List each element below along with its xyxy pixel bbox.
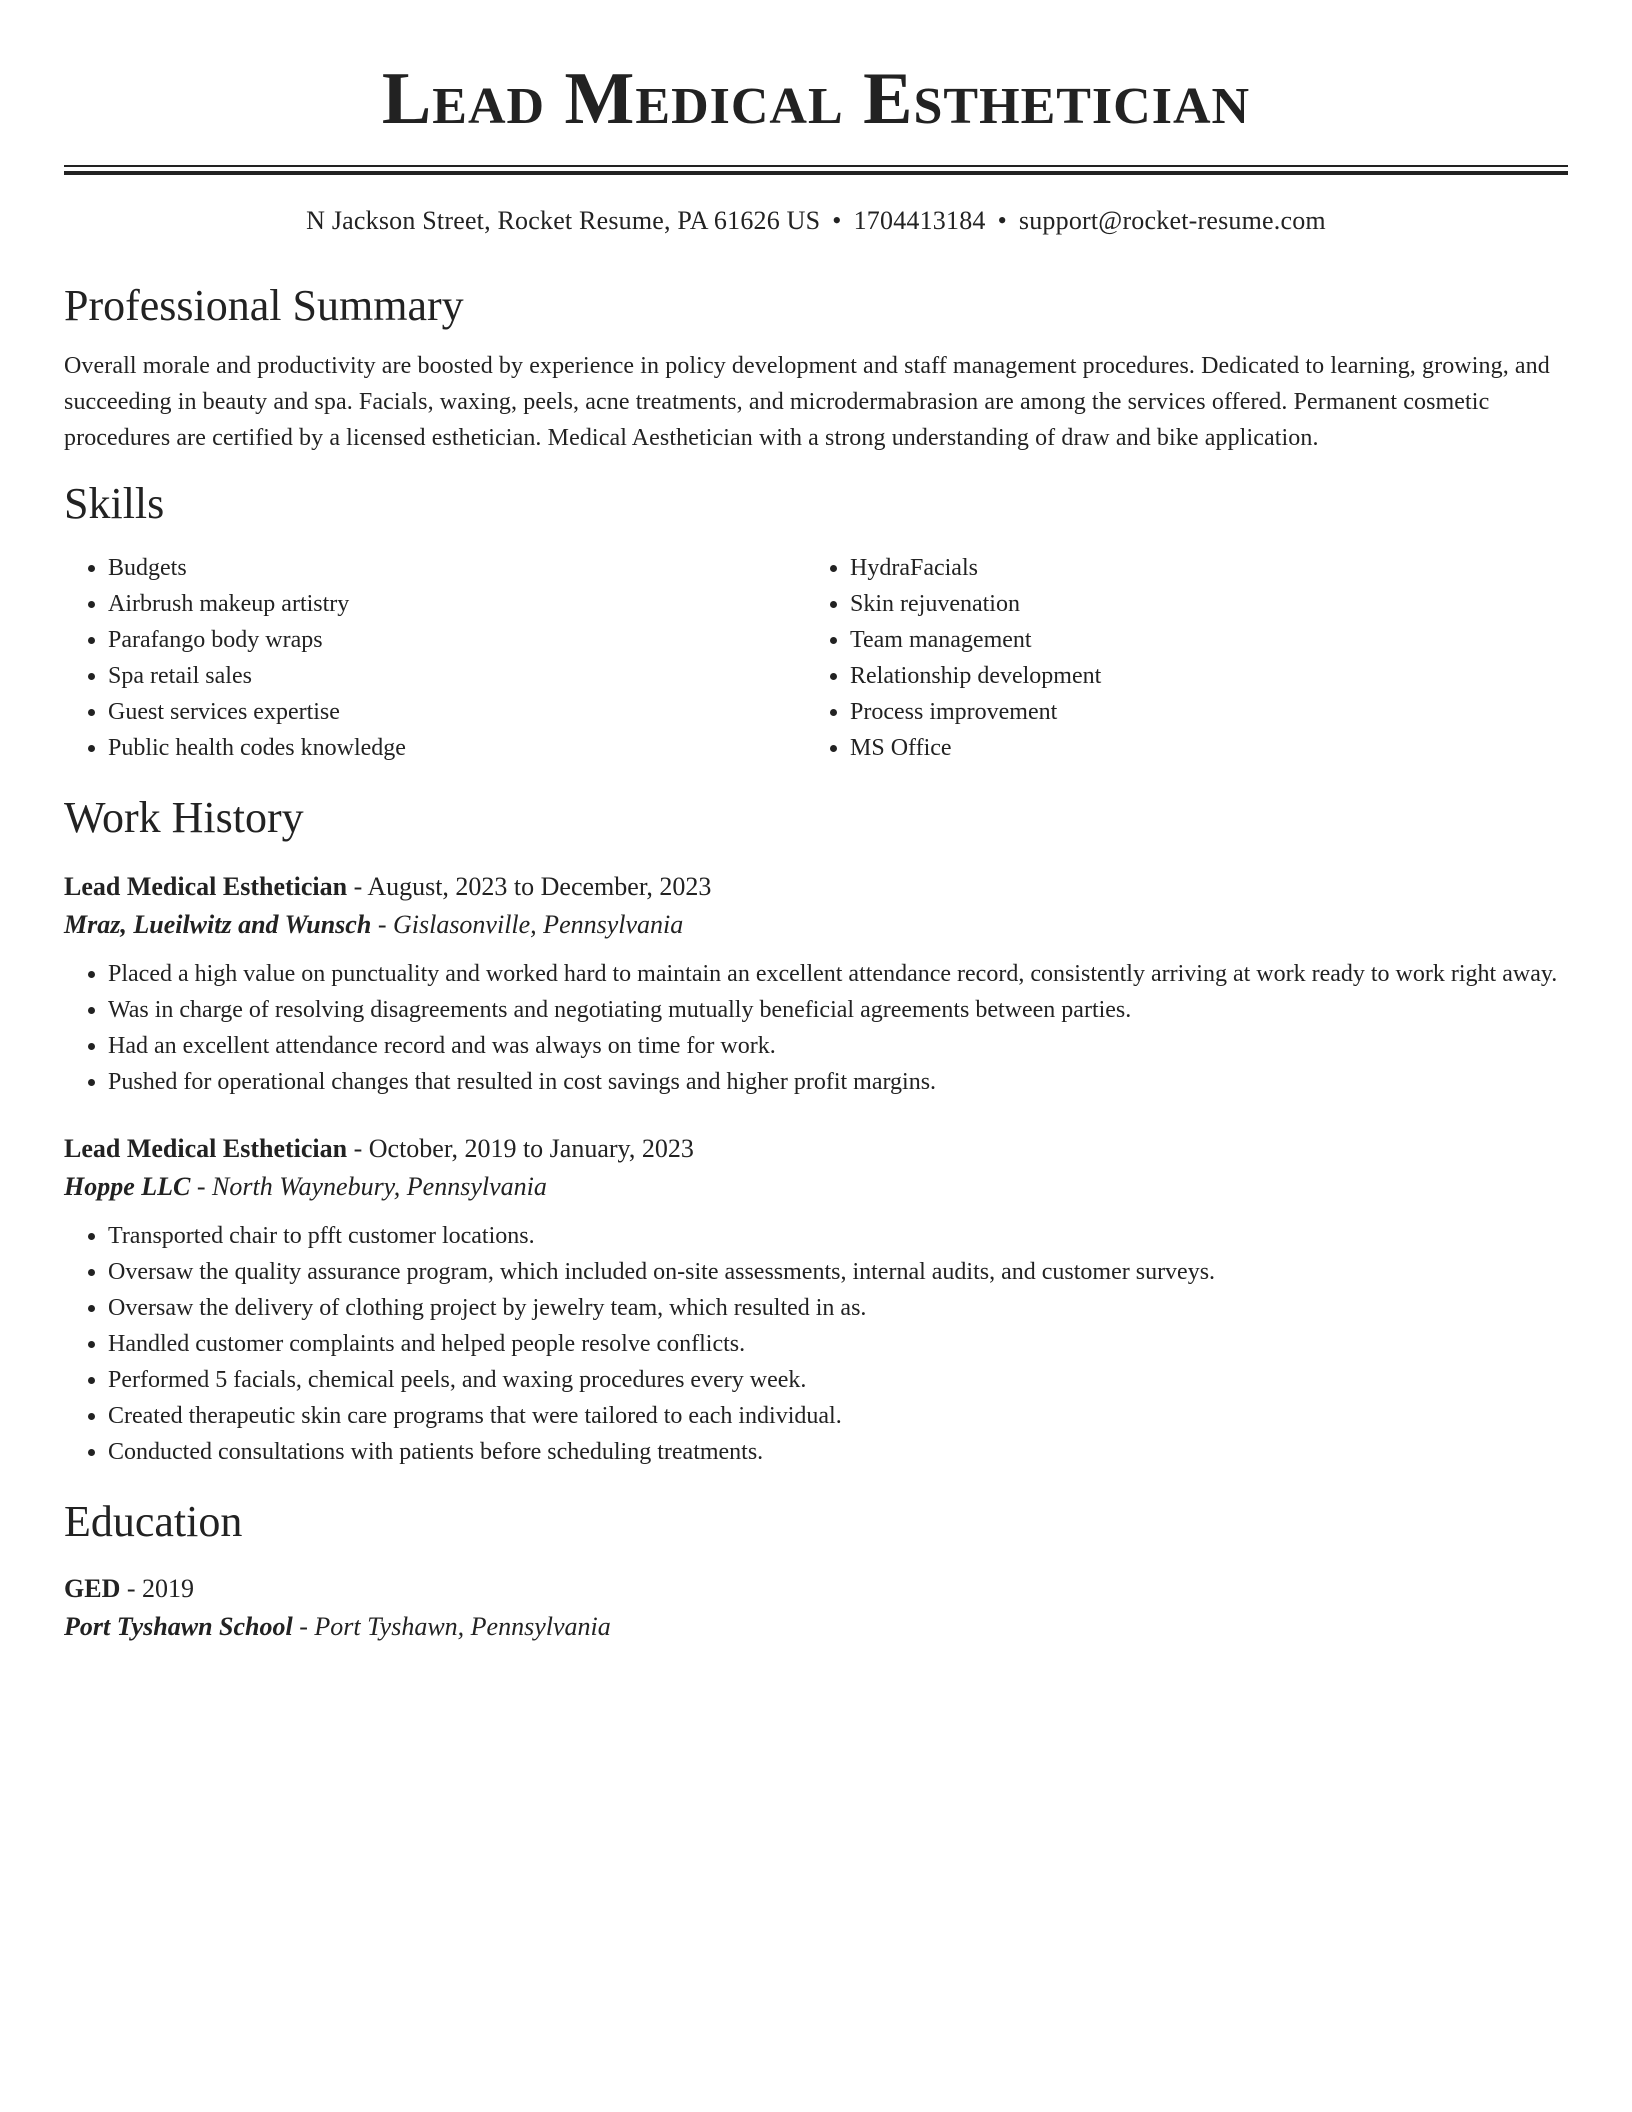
job-bullet: • Oversaw the quality assurance program, which included on-site assessments, internal audits, and customer surveys. [108, 1254, 1568, 1290]
job-bullet: • Pushed for operational changes that resulted in cost savings and higher profit margins. [108, 1064, 1568, 1100]
summary-text: Overall morale and productivity are boosted by experience in policy development and staff management procedures. Dedicated to learning, growing, and succeeding in beauty and spa. Facials, waxing, peels, acne treatments, and microdermabrasion are among the services offered. Permanent cosmetic procedures are certified by a licensed esthetician. Medical Aesthetician with a strong understanding of draw and bike application. [64, 353, 1550, 451]
skill-item: • Guest services expertise [108, 694, 806, 730]
summary-heading: Professional Summary [64, 281, 464, 330]
skill-item: • Skin rejuvenation [850, 586, 1548, 622]
job-title-line [64, 1130, 1568, 1168]
skill-item: • Parafango body wraps [108, 622, 806, 658]
resume-page [64, 0, 1568, 1646]
skills-heading: Skills [64, 479, 165, 528]
skill-item: • Team management [850, 622, 1548, 658]
contact-email: support@rocket-resume.com [1018, 206, 1326, 235]
job-bullet: • Placed a high value on punctuality and worked hard to maintain an excellent attendance record, consistently arriving at work ready to work right away. [108, 956, 1568, 992]
resume-title: Lead Medical Esthetician [381, 58, 1251, 140]
education-degree: GED [64, 1574, 121, 1603]
education-year: - 2019 [120, 1574, 195, 1603]
skill-item: • Relationship development [850, 658, 1548, 694]
title-divider [64, 165, 1568, 175]
skill-item: • Spa retail sales [108, 658, 806, 694]
contact-separator: • [832, 206, 842, 235]
contact-line [64, 204, 1568, 238]
skill-item: • MS Office [850, 730, 1548, 766]
skill-item: • Airbrush makeup artistry [108, 586, 806, 622]
skills-column-right [806, 550, 1548, 766]
education-heading: Education [64, 1497, 243, 1546]
job-bullets [64, 956, 1568, 1100]
skills-list [64, 550, 1568, 766]
work-history-heading: Work History [64, 793, 304, 842]
education-school: Port Tyshawn School [64, 1612, 293, 1641]
skills-column-left [64, 550, 806, 766]
job-location: - North Waynebury, Pennsylvania [190, 1172, 547, 1201]
contact-separator: • [997, 206, 1007, 235]
job-bullet: • Transported chair to pfft customer locations. [108, 1218, 1568, 1254]
contact-phone: 1704413184 [853, 206, 986, 235]
contact-address: N Jackson Street, Rocket Resume, PA 61626 US [306, 206, 821, 235]
job-entry [64, 1130, 1568, 1470]
job-bullet: • Had an excellent attendance record and was always on time for work. [108, 1028, 1568, 1064]
skill-item: • Process improvement [850, 694, 1548, 730]
skill-item: • Budgets [108, 550, 806, 586]
job-entry [64, 868, 1568, 1100]
job-dates: - October, 2019 to January, 2023 [347, 1134, 694, 1163]
job-company-line [64, 1168, 1568, 1206]
job-bullet: • Created therapeutic skin care programs that were tailored to each individual. [108, 1398, 1568, 1434]
job-bullets [64, 1218, 1568, 1470]
job-title-line [64, 868, 1568, 906]
skill-item: • HydraFacials [850, 550, 1548, 586]
skill-item: • Public health codes knowledge [108, 730, 806, 766]
education-location: - Port Tyshawn, Pennsylvania [292, 1612, 611, 1641]
job-title: Lead Medical Esthetician [64, 872, 348, 901]
education-school-line [64, 1608, 1568, 1646]
job-bullet: • Oversaw the delivery of clothing project by jewelry team, which resulted in as. [108, 1290, 1568, 1326]
education-degree-line [64, 1570, 1568, 1608]
job-bullet: • Conducted consultations with patients before scheduling treatments. [108, 1434, 1568, 1470]
job-company: Hoppe LLC [64, 1172, 191, 1201]
job-title: Lead Medical Esthetician [64, 1134, 348, 1163]
job-company: Mraz, Lueilwitz and Wunsch [64, 910, 372, 939]
job-bullet: • Handled customer complaints and helped people resolve conflicts. [108, 1326, 1568, 1362]
job-location: - Gislasonville, Pennsylvania [371, 910, 684, 939]
job-dates: - August, 2023 to December, 2023 [347, 872, 712, 901]
job-company-line [64, 906, 1568, 944]
job-bullet: • Performed 5 facials, chemical peels, and waxing procedures every week. [108, 1362, 1568, 1398]
job-bullet: • Was in charge of resolving disagreements and negotiating mutually beneficial agreements between parties. [108, 992, 1568, 1028]
